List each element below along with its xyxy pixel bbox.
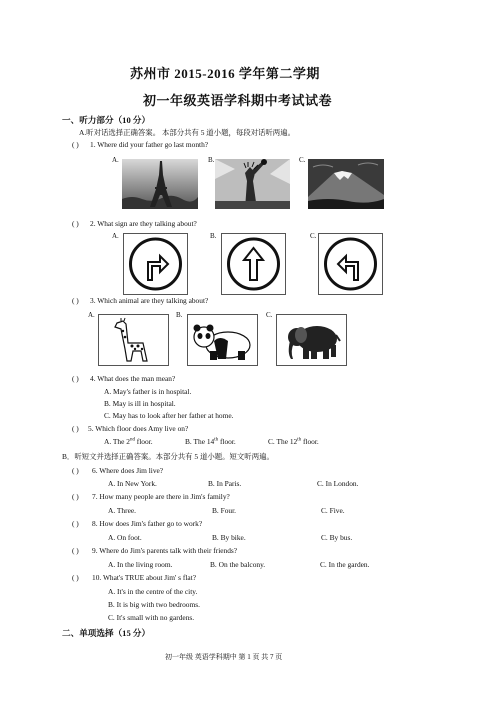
q7-option-a[interactable]: A. Three. (108, 506, 136, 515)
giraffe-image[interactable] (98, 314, 169, 366)
q3-label-a: A. (88, 311, 95, 319)
section-heading-single-choice: 二、单项选择（15 分） (62, 628, 151, 638)
q1-question: 1. Where did your father go last month? (90, 140, 209, 149)
q9-option-c[interactable]: C. In the garden. (320, 560, 370, 569)
q8-question: 8. How does Jim's father go to work? (92, 519, 203, 528)
q5-answer-bracket[interactable]: ( ) (72, 424, 79, 433)
q4-question: 4. What does the man mean? (90, 374, 176, 383)
q5-option-a[interactable]: A. The 2nd floor. (104, 437, 153, 446)
q7-option-b[interactable]: B. Four. (212, 506, 237, 515)
q6-question: 6. Where does Jim live? (92, 466, 164, 475)
q4-option-a[interactable]: A. May's father is in hospital. (104, 387, 192, 396)
q5-option-c[interactable]: C. The 12th floor. (268, 437, 319, 446)
q2-label-a: A. (112, 232, 119, 240)
q2-label-b: B. (210, 232, 217, 240)
q4-option-c[interactable]: C. May has to look after her father at home. (104, 411, 234, 420)
q4-option-b[interactable]: B. May is ill in hospital. (104, 399, 176, 408)
turn-right-sign-image[interactable] (123, 233, 188, 295)
q8-option-b[interactable]: B. By bike. (212, 533, 246, 542)
q10-option-b[interactable]: B. It is big with two bedrooms. (108, 600, 200, 609)
q4-answer-bracket[interactable]: ( ) (72, 374, 79, 383)
q8-answer-bracket[interactable]: ( ) (72, 519, 79, 528)
q1-label-c: C. (299, 156, 306, 164)
q9-option-b[interactable]: B. On the balcony. (210, 560, 266, 569)
q1-answer-bracket[interactable]: ( ) (72, 140, 79, 149)
q9-question: 9. Where do Jim's parents talk with their friends? (92, 546, 238, 555)
q7-answer-bracket[interactable]: ( ) (72, 492, 79, 501)
q5-question: 5. Which floor does Amy live on? (88, 424, 189, 433)
statue-of-liberty-image[interactable] (215, 159, 290, 209)
go-straight-sign-image[interactable] (221, 233, 286, 295)
q1-label-a: A. (112, 156, 119, 164)
page-subtitle: 初一年级英语学科期中考试试卷 (143, 93, 333, 108)
eiffel-tower-image[interactable] (122, 159, 198, 209)
q3-answer-bracket[interactable]: ( ) (72, 296, 79, 305)
q2-label-c: C. (310, 232, 317, 240)
q10-option-a[interactable]: A. It's in the centre of the city. (108, 587, 198, 596)
q9-option-a[interactable]: A. In the living room. (108, 560, 173, 569)
q7-option-c[interactable]: C. Five. (321, 506, 345, 515)
turn-left-sign-image[interactable] (318, 233, 383, 295)
q2-question: 2. What sign are they talking about? (90, 219, 197, 228)
panda-image[interactable] (187, 314, 258, 366)
instruction-a: A.听对话选择正确答案。 本部分共有 5 道小题，每段对话听两遍。 (79, 128, 295, 137)
q5-option-b[interactable]: B. The 14th floor. (185, 437, 236, 446)
q6-option-c[interactable]: C. In London. (317, 479, 359, 488)
q3-label-b: B. (176, 311, 183, 319)
q10-answer-bracket[interactable]: ( ) (72, 573, 79, 582)
elephant-image[interactable] (276, 314, 347, 366)
q7-question: 7. How many people are there in Jim's family? (92, 492, 230, 501)
q6-answer-bracket[interactable]: ( ) (72, 466, 79, 475)
section-heading-listening: 一、听力部分（10 分） (62, 115, 151, 125)
page-footer: 初一年级 英语学科期中 第 1 页 共 7 页 (165, 653, 283, 661)
q10-question: 10. What's TRUE about Jim' s flat? (92, 573, 196, 582)
q8-option-a[interactable]: A. On foot. (108, 533, 142, 542)
mount-fuji-image[interactable] (308, 159, 384, 209)
q1-label-b: B. (208, 156, 215, 164)
q10-option-c[interactable]: C. It's small with no gardens. (108, 613, 195, 622)
q3-question: 3. Which animal are they talking about? (90, 296, 209, 305)
q2-answer-bracket[interactable]: ( ) (72, 219, 79, 228)
q9-answer-bracket[interactable]: ( ) (72, 546, 79, 555)
instruction-b: B．听短文并选择正确答案。本部分共有 5 道小题。短文听两遍。 (62, 452, 274, 461)
q8-option-c[interactable]: C. By bus. (321, 533, 353, 542)
q6-option-a[interactable]: A. In New York. (108, 479, 157, 488)
q6-option-b[interactable]: B. In Paris. (208, 479, 242, 488)
q3-label-c: C. (266, 311, 273, 319)
page-title: 苏州市 2015-2016 学年第二学期 (130, 66, 320, 81)
